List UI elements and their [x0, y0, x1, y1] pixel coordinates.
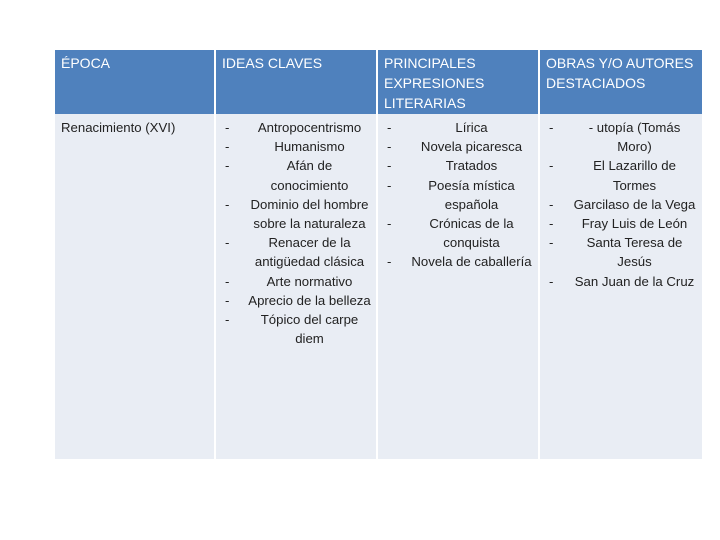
- list-item: [384, 118, 534, 137]
- cell-expresiones: [377, 114, 539, 459]
- list-item: [384, 137, 534, 156]
- dash-bullet: -: [225, 273, 230, 289]
- list-item: [222, 118, 372, 137]
- list-item-text: Humanismo: [274, 139, 345, 155]
- dash-bullet: -: [549, 158, 554, 174]
- dash-bullet: -: [387, 158, 392, 174]
- literature-table: [55, 50, 702, 459]
- list-item: [222, 310, 372, 348]
- obras-list: [546, 118, 698, 291]
- dash-bullet: -: [549, 273, 554, 289]
- list-item: [384, 214, 534, 252]
- list-item-text: Aprecio de la belleza: [248, 292, 371, 308]
- list-item: [546, 195, 698, 214]
- list-item-text: Garcilaso de la Vega: [573, 196, 696, 212]
- dash-bullet: -: [225, 120, 230, 135]
- list-item-text: El Lazarillo de Tormes: [593, 158, 676, 193]
- list-item-text: Novela picaresca: [420, 139, 523, 155]
- dash-bullet: -: [387, 120, 392, 135]
- header-principales-expresiones: PRINCIPALES EXPRESIONES LITERARIAS: [377, 50, 539, 114]
- list-item-text: Lírica: [455, 120, 488, 135]
- cell-ideas: [215, 114, 377, 459]
- table-header-row: [55, 50, 702, 114]
- list-item-text: Tópico del carpe diem: [260, 312, 359, 347]
- header-ideas-claves: IDEAS CLAVES: [215, 50, 377, 114]
- table-row: [55, 114, 702, 459]
- list-item: [546, 156, 698, 194]
- cell-obras: [539, 114, 702, 459]
- list-item-text: Novela de caballería: [411, 254, 532, 270]
- dash-bullet: -: [549, 216, 554, 232]
- dash-bullet: -: [549, 120, 554, 135]
- dash-bullet: -: [549, 235, 554, 251]
- dash-bullet: -: [387, 139, 392, 155]
- list-item-text: Fray Luis de León: [581, 216, 688, 232]
- list-item-text: Dominio del hombre sobre la naturaleza: [250, 196, 369, 232]
- list-item-text: San Juan de la Cruz: [574, 273, 695, 289]
- list-item: [546, 272, 698, 291]
- list-item-text: Poesía mística española: [428, 177, 515, 212]
- list-item-text: - utopía (Tomás Moro): [588, 120, 681, 155]
- list-item-text: Renacer de la antigüedad clásica: [254, 235, 365, 270]
- list-item-text: Crónicas de la conquista: [429, 216, 514, 251]
- list-item: [546, 118, 698, 156]
- list-item: [222, 272, 372, 291]
- list-item: [222, 137, 372, 156]
- list-item: [222, 195, 372, 233]
- header-obras-autores: OBRAS Y/O AUTORES DESTACIADOS: [539, 50, 702, 114]
- dash-bullet: -: [225, 139, 230, 155]
- dash-bullet: -: [387, 177, 392, 193]
- list-item: [222, 156, 372, 194]
- dash-bullet: -: [225, 158, 230, 174]
- list-item-text: Tratados: [445, 158, 498, 174]
- cell-epoca: Renacimiento (XVI): [55, 114, 215, 459]
- dash-bullet: -: [225, 312, 230, 328]
- dash-bullet: -: [225, 196, 230, 212]
- dash-bullet: -: [225, 235, 230, 251]
- list-item: [222, 233, 372, 271]
- list-item: [384, 252, 534, 271]
- list-item-text: Santa Teresa de Jesús: [586, 235, 683, 270]
- list-item: [546, 233, 698, 271]
- ideas-list: [222, 118, 372, 348]
- dash-bullet: -: [387, 216, 392, 232]
- list-item: [222, 291, 372, 310]
- list-item-text: Afán de conocimiento: [270, 158, 349, 193]
- expresiones-list: [384, 118, 534, 272]
- list-item-text: Arte normativo: [266, 273, 353, 289]
- dash-bullet: -: [387, 254, 392, 270]
- dash-bullet: -: [225, 292, 230, 308]
- list-item: [384, 156, 534, 175]
- list-item: [546, 214, 698, 233]
- list-item: [384, 176, 534, 214]
- header-epoca: ÉPOCA: [55, 50, 215, 114]
- dash-bullet: -: [549, 196, 554, 212]
- list-item-text: Antropocentrismo: [257, 120, 362, 135]
